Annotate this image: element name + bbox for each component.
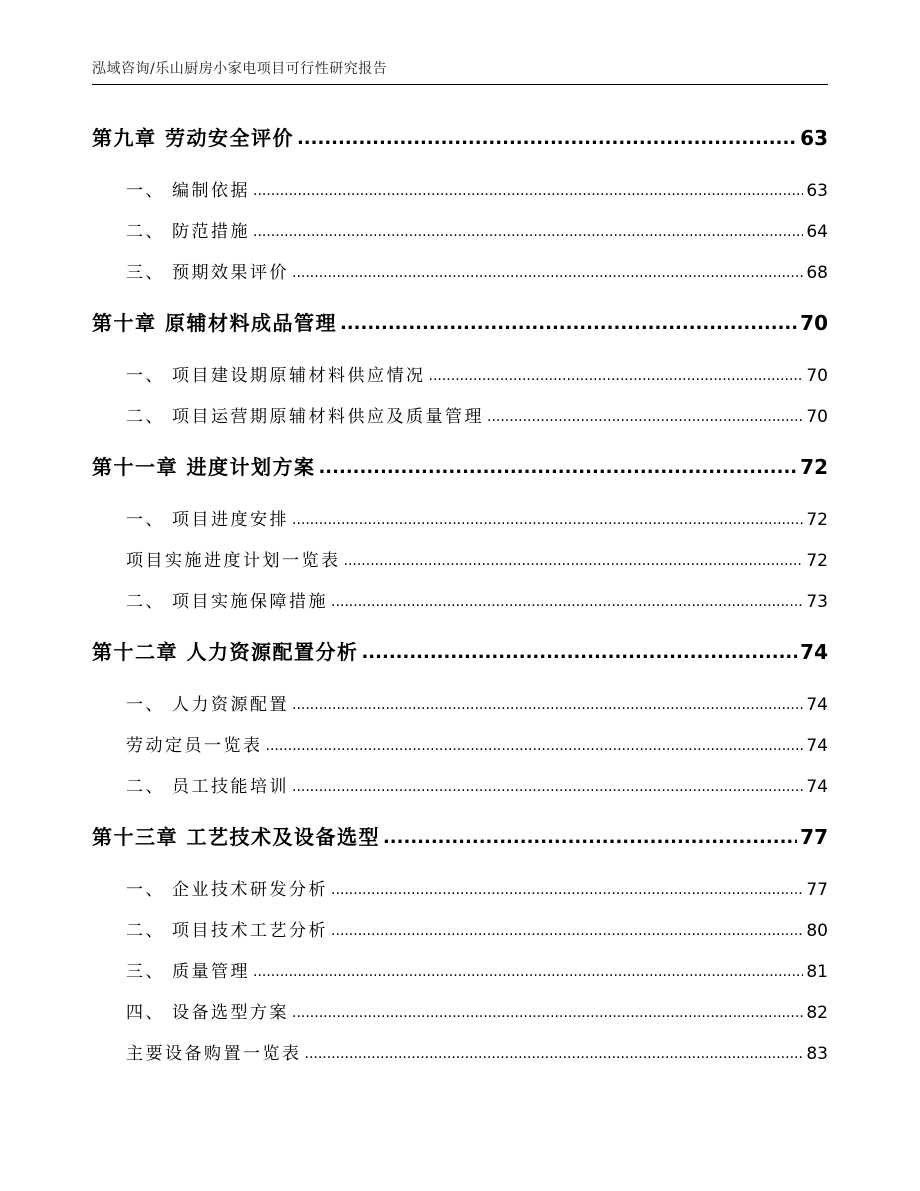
toc-page-number: 63 <box>806 181 828 201</box>
toc-entry-title: 第九章 劳动安全评价 <box>92 126 294 150</box>
toc-page-number: 63 <box>800 126 828 150</box>
toc-entry-title: 人力资源配置 <box>172 695 289 715</box>
toc-page-number: 82 <box>806 1003 828 1023</box>
dot-leader <box>253 224 803 240</box>
toc-entry-title: 项目进度安排 <box>172 510 289 530</box>
toc-page-number: 77 <box>806 880 828 900</box>
toc-page-number: 74 <box>800 640 828 664</box>
toc-section[interactable] <box>92 998 828 1023</box>
toc-section-number: 一、 <box>126 695 165 715</box>
dot-leader <box>331 594 803 610</box>
toc-entry-title: 员工技能培训 <box>172 777 289 797</box>
toc-entry-title: 主要设备购置一览表 <box>126 1044 302 1064</box>
toc-page-number: 72 <box>806 510 828 530</box>
toc-entry-title: 质量管理 <box>172 962 250 982</box>
toc-page-number: 72 <box>800 455 828 479</box>
toc-chapter-10[interactable] <box>92 307 828 336</box>
dot-leader <box>361 642 797 663</box>
toc-section[interactable] <box>92 772 828 797</box>
toc-page-number: 77 <box>800 825 828 849</box>
toc-page-number: 74 <box>806 736 828 756</box>
toc-section-number: 四、 <box>126 1003 165 1023</box>
toc-section[interactable] <box>92 176 828 201</box>
toc-chapter-11[interactable] <box>92 451 828 480</box>
toc-chapter-9[interactable] <box>92 122 828 151</box>
toc-section-number: 二、 <box>126 592 165 612</box>
toc-entry-title: 项目技术工艺分析 <box>172 921 328 941</box>
page-header: 泓域咨询/乐山厨房小家电项目可行性研究报告 <box>92 61 388 77</box>
toc-entry-title: 项目运营期原辅材料供应及质量管理 <box>172 407 484 427</box>
toc-section[interactable] <box>92 258 828 283</box>
dot-leader <box>344 553 804 569</box>
toc-entry-title: 编制依据 <box>172 181 250 201</box>
toc-entry-title: 第十三章 工艺技术及设备选型 <box>92 825 380 849</box>
toc-page-number: 73 <box>806 592 828 612</box>
dot-leader <box>253 964 803 980</box>
dot-leader <box>429 368 804 384</box>
toc-page-number: 74 <box>806 695 828 715</box>
table-of-contents <box>92 0 828 1191</box>
toc-page-number: 68 <box>806 263 828 283</box>
toc-chapter-13[interactable] <box>92 821 828 850</box>
toc-section[interactable] <box>92 505 828 530</box>
dot-leader <box>340 313 797 334</box>
dot-leader <box>487 409 803 425</box>
toc-section[interactable] <box>92 587 828 612</box>
toc-entry-title: 第十章 原辅材料成品管理 <box>92 311 337 335</box>
toc-page-number: 70 <box>806 366 828 386</box>
toc-entry-title: 预期效果评价 <box>172 263 289 283</box>
toc-section-number: 一、 <box>126 181 165 201</box>
toc-section-number: 二、 <box>126 222 165 242</box>
dot-leader <box>297 128 797 149</box>
toc-section[interactable] <box>92 916 828 941</box>
dot-leader <box>331 882 803 898</box>
toc-entry-title: 项目建设期原辅材料供应情况 <box>172 366 426 386</box>
dot-leader <box>292 1005 803 1021</box>
toc-entry-title: 劳动定员一览表 <box>126 736 263 756</box>
toc-table-entry[interactable] <box>92 546 828 571</box>
toc-section-number: 二、 <box>126 407 165 427</box>
toc-entry-title: 第十二章 人力资源配置分析 <box>92 640 359 664</box>
dot-leader <box>305 1046 804 1062</box>
dot-leader <box>253 183 803 199</box>
toc-section[interactable] <box>92 361 828 386</box>
toc-page-number: 81 <box>806 962 828 982</box>
dot-leader <box>318 457 797 478</box>
toc-section[interactable] <box>92 690 828 715</box>
toc-chapter-12[interactable] <box>92 636 828 665</box>
dot-leader <box>383 827 797 848</box>
toc-page-number: 74 <box>806 777 828 797</box>
toc-entry-title: 项目实施进度计划一览表 <box>126 551 341 571</box>
toc-entry-title: 第十一章 进度计划方案 <box>92 455 316 479</box>
dot-leader <box>266 738 804 754</box>
toc-table-entry[interactable] <box>92 731 828 756</box>
toc-page-number: 64 <box>806 222 828 242</box>
toc-entry-title: 企业技术研发分析 <box>172 880 328 900</box>
toc-section-number: 一、 <box>126 366 165 386</box>
toc-section-number: 二、 <box>126 777 165 797</box>
toc-page-number: 72 <box>806 551 828 571</box>
toc-page-number: 70 <box>800 311 828 335</box>
toc-section-number: 三、 <box>126 263 165 283</box>
dot-leader <box>292 265 803 281</box>
toc-section[interactable] <box>92 875 828 900</box>
toc-page-number: 83 <box>806 1044 828 1064</box>
dot-leader <box>331 923 803 939</box>
toc-section[interactable] <box>92 957 828 982</box>
toc-entry-title: 防范措施 <box>172 222 250 242</box>
toc-section-number: 一、 <box>126 510 165 530</box>
toc-section[interactable] <box>92 402 828 427</box>
toc-page-number: 80 <box>806 921 828 941</box>
toc-page-number: 70 <box>806 407 828 427</box>
toc-entry-title: 项目实施保障措施 <box>172 592 328 612</box>
toc-table-entry[interactable] <box>92 1039 828 1064</box>
toc-entry-title: 设备选型方案 <box>172 1003 289 1023</box>
dot-leader <box>292 697 803 713</box>
toc-section-number: 一、 <box>126 880 165 900</box>
toc-section-number: 二、 <box>126 921 165 941</box>
dot-leader <box>292 512 803 528</box>
toc-section-number: 三、 <box>126 962 165 982</box>
dot-leader <box>292 779 803 795</box>
toc-section[interactable] <box>92 217 828 242</box>
